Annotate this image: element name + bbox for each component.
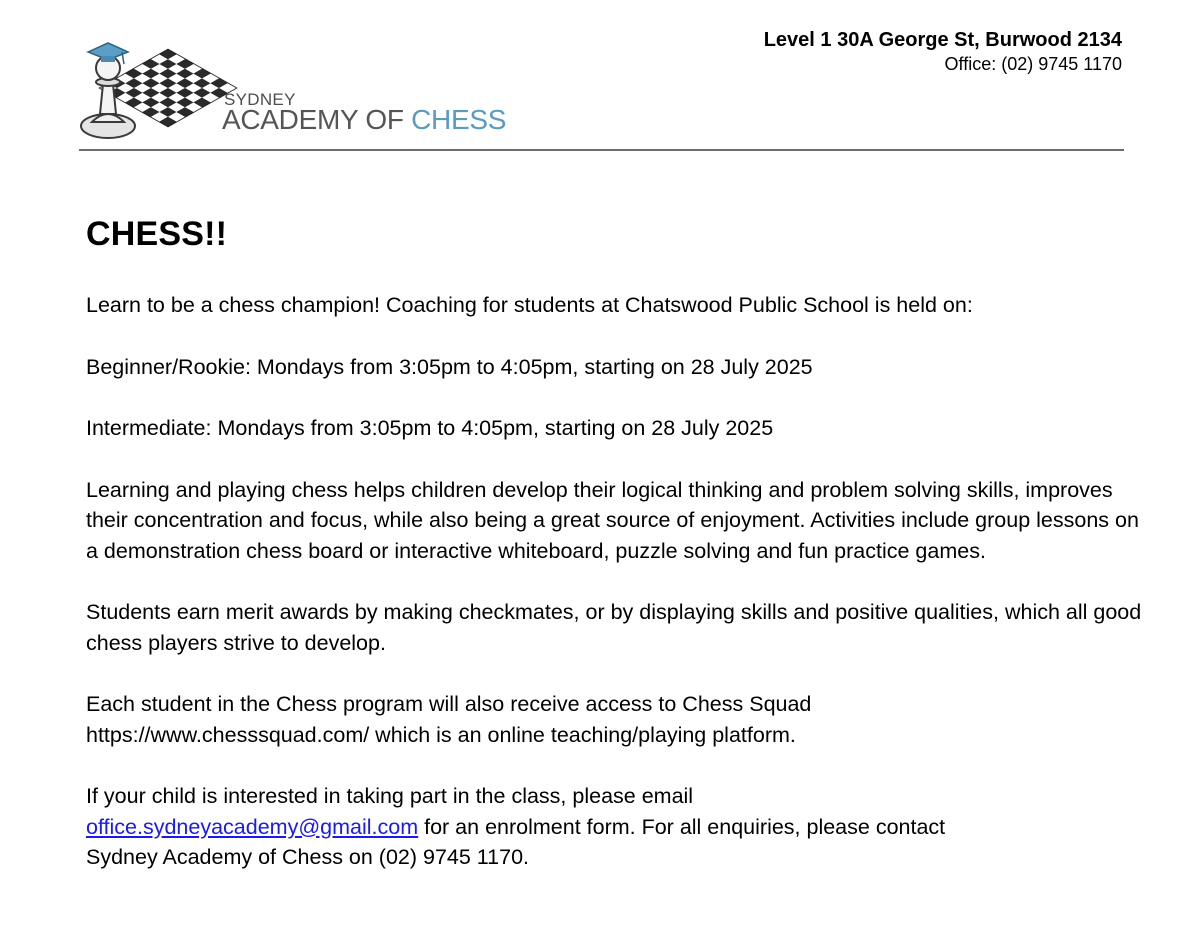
logo-sydney-text: SYDNEY xyxy=(224,90,296,109)
academy-logo xyxy=(78,22,507,147)
address-line: Level 1 30A George St, Burwood 2134 xyxy=(763,29,1122,51)
intro-paragraph: Learn to be a chess champion! Coaching for students at Chatswood Public School is held on: xyxy=(86,293,973,317)
header-address-block xyxy=(764,28,1122,76)
chess-squad-line-1: Each student in the Chess program will also receive access to Chess Squad xyxy=(86,692,812,716)
chess-squad-line-2: https://www.chesssquad.com/ which is an online teaching/playing platform. xyxy=(86,722,796,747)
office-phone-line: Office: (02) 9745 1170 xyxy=(944,54,1122,74)
chess-board-pawn-icon xyxy=(78,22,238,147)
benefits-paragraph: Learning and playing chess helps children develop their logical thinking and problem solving skills, improves their concentration and focus, while also being a great source of enjoyment. Activities include group lessons on a demonstration chess board or interactive whiteboard, puzzle solving and fun practice games. xyxy=(86,477,1139,563)
contact-line-1: If your child is interested in taking part in the class, please email xyxy=(86,784,694,808)
chess-squad-paragraph xyxy=(86,689,1156,750)
contact-paragraph xyxy=(86,781,1156,873)
page-title: CHESS!! xyxy=(86,215,228,253)
merit-paragraph: Students earn merit awards by making checkmates, or by displaying skills and positive qualities, which all good chess players strive to develop. xyxy=(86,600,1142,655)
intermediate-schedule: Intermediate: Mondays from 3:05pm to 4:05pm, starting on 28 July 2025 xyxy=(86,416,774,440)
logo-chess: CHESS xyxy=(411,104,507,135)
document-body xyxy=(86,290,1156,904)
header-divider xyxy=(79,149,1124,151)
contact-line-3: Sydney Academy of Chess on (02) 9745 1170. xyxy=(86,845,530,869)
beginner-schedule: Beginner/Rookie: Mondays from 3:05pm to 4:05pm, starting on 28 July 2025 xyxy=(86,354,813,379)
email-link[interactable]: office.sydneyacademy@gmail.com xyxy=(86,814,419,839)
logo-academy-text xyxy=(222,104,506,136)
contact-line-2: for an enrolment form. For all enquiries, please contact xyxy=(418,814,946,839)
logo-academy-of: ACADEMY OF xyxy=(222,104,412,135)
